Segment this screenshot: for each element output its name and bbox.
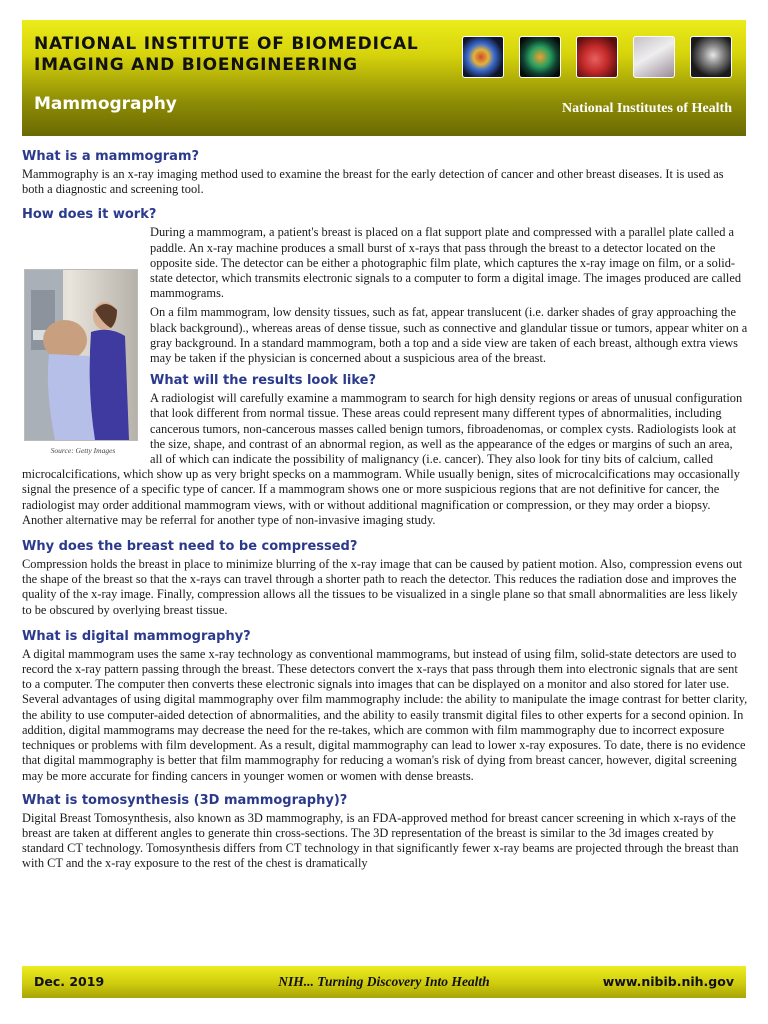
footer-website-link[interactable]: www.nibib.nih.gov xyxy=(602,974,734,989)
heading-digital: What is digital mammography? xyxy=(22,628,251,644)
heading-how-does-it-work: How does it work? xyxy=(22,207,157,223)
device-image-thumbnail xyxy=(633,36,675,78)
org-name xyxy=(34,34,419,76)
heading-compressed: Why does the breast need to be compressed? xyxy=(22,539,358,555)
paragraph-tomosynthesis: Digital Breast Tomosynthesis, also known as 3D mammography, is an FDA-approved method for breast cancer screening in which x-rays of the breast are taken at different angles to generate thin cross-sections. The 3D representation of the breast is similar to the 3d images created by standard CT technology. Tomosynthesis differs from CT technology in that significantly fewer x-ray beams are projected through the breast than with CT and the x-ray exposure to the rest of the chest is dramatically xyxy=(22,810,739,871)
paragraph-how-does-it-work: During a mammogram, a patient's breast is placed on a flat support plate and compressed with a parallel plate called a paddle. An x-ray machine produces a small burst of x-rays that pass through the breast to a detector located on the opposite side. The detector can be either a photographic film plate, which captures the x-ray image on film, or a solid-state detector, which transmits electronic signals to a computer to form a digital image. The images produced are called mammograms. xyxy=(150,225,742,301)
footer-bar xyxy=(22,966,746,998)
mammogram-illustration xyxy=(25,270,137,440)
paragraph-film-mammogram: On a film mammogram, low density tissues, such as fat, appear translucent (i.e. darker shades of gray approaching the black background)., whereas areas of dense tissue, such as connective and glandular tissue or tumors, appear whiter on a gray background. In a standard mammogram, both a top and a side view are taken of each breast, although extra views may be taken if the physician is concerned about a suspicious area of the breast. xyxy=(150,305,748,366)
footer-tagline: NIH... Turning Discovery Into Health xyxy=(278,974,490,989)
paragraph-compressed: Compression holds the breast in place to minimize blurring of the x-ray image that can be caused by patient motion. Also, compression evens out the shape of the breast so that the x-rays can travel through a shorter path to reach the detector. This reduces the radiation dose and improves the quality of the x-ray image. Finally, compression allows all the tissues to be visualized in a single plane so that small abnormalities are less likely to be obscured by overlying breast tissue. xyxy=(22,557,743,617)
instrument-image-thumbnail xyxy=(690,36,732,78)
brain-scan-thumbnail xyxy=(462,36,504,78)
document-title: Mammography xyxy=(34,94,177,114)
eye-image-thumbnail xyxy=(576,36,618,78)
mammogram-photo xyxy=(24,269,138,441)
paragraph-what-is-mammogram: Mammography is an x-ray imaging method used to examine the breast for the early detection of cancer and other breast diseases. It is used as both a diagnostic and screening tool. xyxy=(22,167,724,197)
footer-date: Dec. 2019 xyxy=(34,974,105,989)
paragraph-digital: A digital mammogram uses the same x-ray technology as conventional mammograms, but instead of using film, solid-state detectors are used to record the x-ray pattern passing through the breast. These detectors convert the x-rays that pass through them into electronic signals that are sent to a computer. The computer then converts these electronic signals into images that can be displayed on a monitor and also stored for later use. Several advantages of using digital mammography over film mammography include: the ability to manipulate the image contrast for better clarity, the ability to use computer-aided detection of abnormalities, and the ability to easily transmit digital files to other experts for a second opinion. In addition, digital mammograms may decrease the need for the re-takes, which are common with film mammography due to incorrect exposure techniques or problems with film development. As a result, digital mammography can lead to lower x-ray exposures. To date, there is no evidence that digital mammography is better that film mammography for reducing a woman's risk of dying from breast cancer, however, digital screening may be more accurate for finding cancers in younger women or women with dense breasts. xyxy=(22,646,748,783)
photo-source-caption: Source: Getty Images xyxy=(50,446,116,456)
heading-results: What will the results look like? xyxy=(150,373,377,389)
org-name-line2: IMAGING AND BIOENGINEERING xyxy=(34,55,358,75)
nih-label: National Institutes of Health xyxy=(562,101,732,116)
org-name-line1: NATIONAL INSTITUTE OF BIOMEDICAL xyxy=(34,34,419,54)
heading-tomosynthesis: What is tomosynthesis (3D mammography)? xyxy=(22,792,348,808)
header-banner xyxy=(22,20,746,136)
cell-image-thumbnail xyxy=(519,36,561,78)
paragraph-results: A radiologist will carefully examine a mammogram to search for high density regions or areas of unusual configuration that look different from normal tissue. These areas could represent many different types of abnormalities, including cancerous tumors, non-cancerous masses called benign tumors, fibroadenomas, or complex cysts. Radiologists look at the size, shape, and contrast of an abnormal region, as well as the appearance of the edges or margins of such an area, all of which can indicate the possibility of malignancy (i.e. cancer). They also look for tiny bits of calcium, called microcalcifications, which show up as very bright specks on a mammogram. While usually benign, sites of microcalcifications may occasionally signal the presence of a specific type of cancer. If a mammogram shows one or more suspicious regions that are not definitive for cancer, the radiologist may order additional mammogram views, with or without additional magnification or compression, or they may order a biopsy. Another alternative may be referral for another type of non-invasive imaging study. xyxy=(22,391,743,527)
heading-what-is-mammogram: What is a mammogram? xyxy=(22,149,200,164)
article-body xyxy=(22,142,748,872)
mammogram-photo-figure xyxy=(24,269,142,458)
